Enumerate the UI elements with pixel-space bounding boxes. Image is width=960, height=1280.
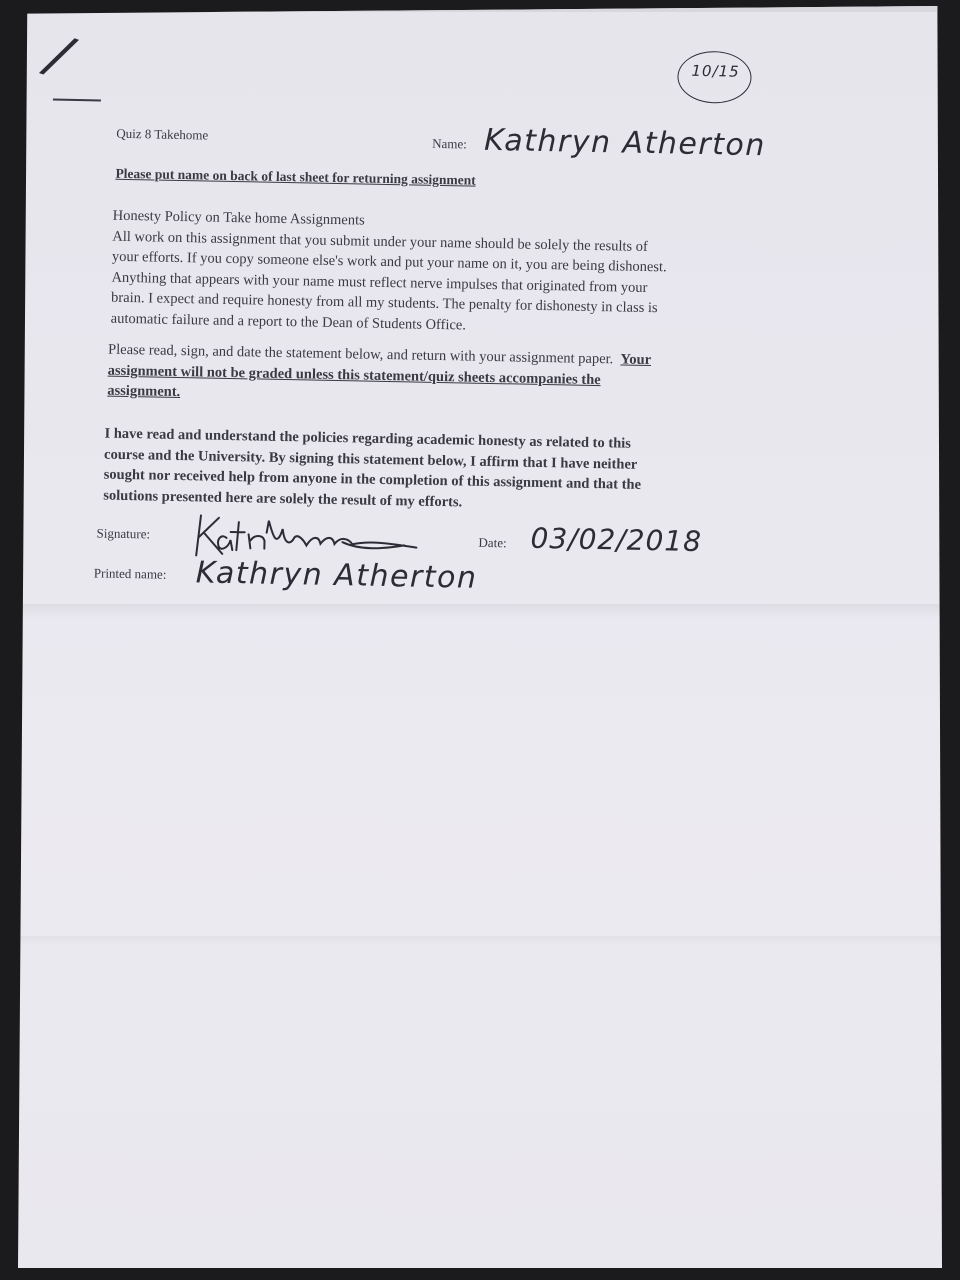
- policy-line: brain. I expect and require honesty from all my students. The penalty for dishonesty in class is: [110, 289, 658, 317]
- policy-line: Anything that appears with your name must reflect nerve impulses that originated from your: [111, 269, 648, 296]
- signature-label: Signature:: [96, 525, 151, 542]
- affirmation-line: sought nor received help from anyone in the completion of this assignment and that the: [103, 466, 642, 493]
- name-value: Kathryn Atherton: [483, 122, 767, 164]
- printed-name-value: Kathryn Atherton: [195, 555, 478, 596]
- read-sign-text: Please read, sign, and date the statement below, and return with your assignment paper.: [107, 341, 614, 368]
- grading-warning: assignment.: [107, 382, 181, 401]
- affirmation-line: course and the University. By signing this statement below, I affirm that I have neither: [103, 446, 638, 473]
- affirmation-line: solutions presented here are solely the result of my efforts.: [103, 487, 463, 510]
- grading-warning: assignment will not be graded unless this statement/quiz sheets accompanies the: [107, 362, 601, 388]
- date-value: 03/02/2018: [530, 521, 703, 559]
- return-instruction: Please put name on back of last sheet for returning assignment: [115, 165, 476, 188]
- date-label: Date:: [478, 534, 507, 551]
- score-value: 10/15: [691, 61, 740, 81]
- printed-name-label: Printed name:: [93, 565, 167, 582]
- policy-line: your efforts. If you copy someone else's work and put your name on it, you are being dishonest.: [111, 248, 667, 276]
- grading-warning: Your: [620, 351, 652, 369]
- policy-line: All work on this assignment that you submit under your name should be solely the results of: [112, 228, 649, 255]
- quiz-title: Quiz 8 Takehome: [116, 125, 209, 143]
- honesty-policy-section: [111, 206, 813, 342]
- margin-dash-mark: [53, 99, 101, 102]
- affirmation-line: I have read and understand the policies regarding academic honesty as related to this: [104, 425, 632, 452]
- name-label: Name:: [432, 135, 467, 152]
- policy-line: automatic failure and a report to the Dean of Students Office.: [110, 310, 467, 333]
- policy-title: Honesty Policy on Take home Assignments: [112, 207, 365, 229]
- margin-check-mark: /: [40, 22, 79, 89]
- read-sign-section: [107, 340, 808, 415]
